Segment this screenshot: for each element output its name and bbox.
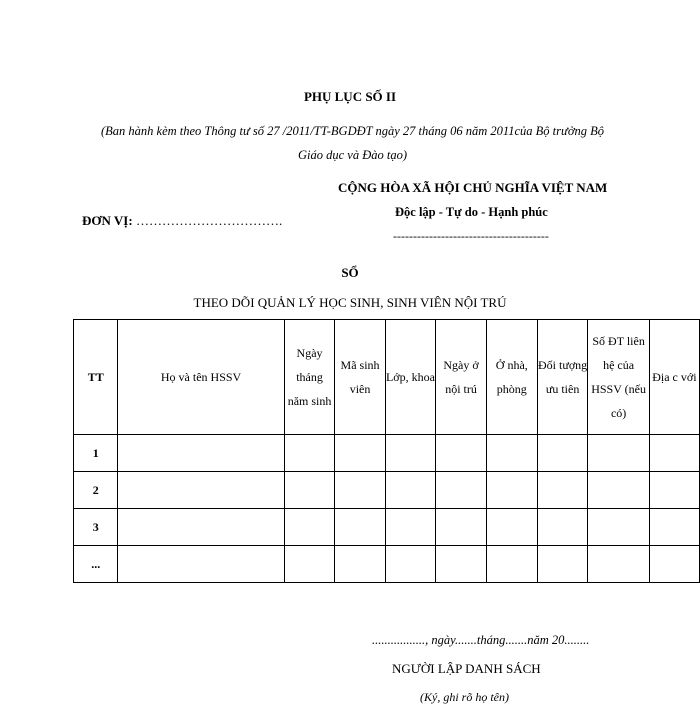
date-line: ................., ngày.......tháng.......năm 20........ — [372, 633, 590, 647]
table-cell — [385, 546, 436, 583]
national-title: CỘNG HÒA XÃ HỘI CHỦ NGHĨA VIỆT NAM — [338, 180, 608, 195]
row-index: 2 — [74, 472, 118, 509]
row-index: 3 — [74, 509, 118, 546]
table-cell — [284, 509, 335, 546]
table-row — [74, 435, 700, 472]
table-cell — [649, 546, 699, 583]
col-header-address: Địa c với — [649, 320, 699, 435]
table-cell — [649, 472, 699, 509]
table-cell — [284, 435, 335, 472]
table-cell — [436, 435, 487, 472]
table-cell — [436, 546, 487, 583]
table-cell — [118, 472, 284, 509]
table-cell — [385, 509, 436, 546]
book-subtitle: THEO DÕI QUẢN LÝ HỌC SINH, SINH VIÊN NỘI TRÚ — [193, 295, 507, 310]
table-cell — [284, 546, 335, 583]
table-cell — [537, 546, 588, 583]
table-cell — [436, 472, 487, 509]
col-header-name: Họ và tên HSSV — [118, 320, 284, 435]
table-cell — [335, 509, 385, 546]
list-maker-label: NGƯỜI LẬP DANH SÁCH — [392, 661, 541, 676]
table-cell — [486, 435, 537, 472]
table-cell — [486, 472, 537, 509]
table-cell — [537, 509, 588, 546]
unit-value: ……………………………. — [132, 213, 283, 228]
col-header-birthdate: Ngày tháng năm sinh — [284, 320, 335, 435]
student-table — [73, 319, 700, 583]
table-cell — [588, 509, 649, 546]
table-cell — [385, 472, 436, 509]
table-cell — [649, 435, 699, 472]
table-cell — [649, 509, 699, 546]
col-header-priority: Đối tượng ưu tiên — [537, 320, 588, 435]
col-header-class: Lớp, khoa — [385, 320, 436, 435]
appendix-title: PHỤ LỤC SỐ II — [303, 89, 397, 104]
unit-line — [82, 213, 282, 229]
table-cell — [118, 546, 284, 583]
row-index: ... — [74, 546, 118, 583]
unit-label: ĐƠN VỊ: — [82, 213, 133, 228]
col-header-phone: Số ĐT liên hệ của HSSV (nếu có) — [588, 320, 649, 435]
table-cell — [284, 472, 335, 509]
table-cell — [436, 509, 487, 546]
signature-hint: (Ký, ghi rõ họ tên) — [420, 690, 509, 704]
col-header-tt: TT — [74, 320, 118, 435]
table-cell — [537, 472, 588, 509]
table-cell — [335, 546, 385, 583]
col-header-student-id: Mã sinh viên — [335, 320, 385, 435]
table-cell — [588, 546, 649, 583]
col-header-room: Ở nhà, phòng — [486, 320, 537, 435]
table-cell — [385, 435, 436, 472]
table-cell — [335, 435, 385, 472]
table-row — [74, 509, 700, 546]
table-cell — [588, 472, 649, 509]
table-cell — [537, 435, 588, 472]
book-title: SỔ — [341, 265, 359, 280]
table-row — [74, 546, 700, 583]
table-header-row — [74, 320, 700, 435]
table-cell — [118, 509, 284, 546]
table-cell — [486, 509, 537, 546]
table-cell — [588, 435, 649, 472]
row-index: 1 — [74, 435, 118, 472]
table-row — [74, 472, 700, 509]
col-header-boarding-date: Ngày ở nội trú — [436, 320, 487, 435]
national-motto: Độc lập - Tự do - Hạnh phúc — [395, 205, 548, 219]
table-cell — [486, 546, 537, 583]
motto-separator: --------------------------------------- — [393, 229, 549, 243]
legal-basis-note: (Ban hành kèm theo Thông tư số 27 /2011/TT-BGDĐT ngày 27 tháng 06 năm 2011của Bộ trưởng Bộ Giáo dục và Đào tạo) — [100, 124, 605, 162]
table-cell — [335, 472, 385, 509]
table-cell — [118, 435, 284, 472]
